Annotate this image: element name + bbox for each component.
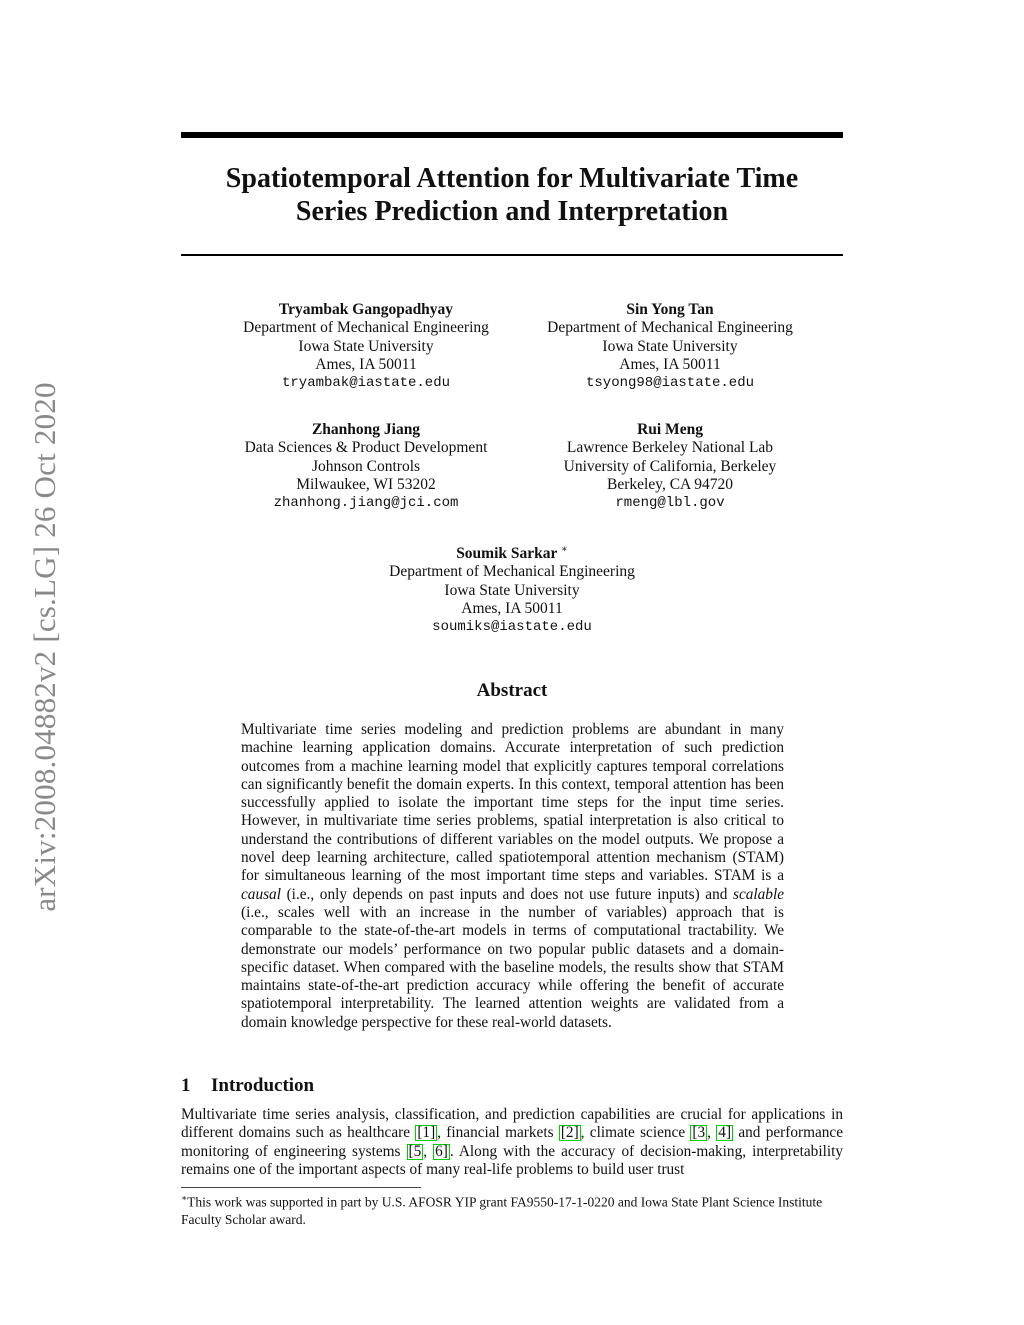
author-affiliation: Lawrence Berkeley National Lab xyxy=(566,439,774,457)
title-top-rule xyxy=(181,132,843,138)
section-heading xyxy=(181,1075,314,1097)
author-email[interactable]: tsyong98@iastate.edu xyxy=(585,375,755,392)
footnote-marker: ∗ xyxy=(181,1193,188,1203)
intro-text-part: , financial markets xyxy=(437,1124,559,1142)
abstract-heading: Abstract xyxy=(476,680,548,701)
abstract-text-part: (i.e., scales well with an increase in the number of variables) approach that is comparable to the state-of-the-art models in terms of computational tractability. We demonstrate our models’ performance on two popular public datasets and a domain-specific dataset. When compared with the baseline models, the results show that STAM maintains state-of-the-art prediction accuracy while offering the benefit of accurate spatiotemporal interpretability. The learned attention weights are validated from a domain knowledge perspective for these real-world datasets. xyxy=(241,903,784,1031)
author-name: Sin Yong Tan xyxy=(626,301,714,318)
author-name-row xyxy=(352,541,672,563)
author-affiliation: Data Sciences & Product Development xyxy=(244,439,488,457)
author-block xyxy=(206,421,526,512)
title-bottom-rule xyxy=(181,254,843,256)
intro-text-part: . Along with the accuracy of decision-making, interpretability remains one of the important aspects of many real-life problems to build user trust xyxy=(181,1142,843,1178)
author-address: Ames, IA 50011 xyxy=(619,355,721,373)
author-email[interactable]: rmeng@lbl.gov xyxy=(615,495,725,512)
abstract-text xyxy=(241,721,784,1032)
citation-link[interactable]: [2] xyxy=(560,1124,579,1142)
intro-text-part: and performance monitoring of engineering systems xyxy=(181,1124,844,1160)
footnote-rule xyxy=(181,1187,421,1188)
intro-text-part: , xyxy=(423,1142,434,1160)
author-affiliation: Johnson Controls xyxy=(311,457,421,475)
citation-link[interactable]: 4] xyxy=(718,1124,732,1142)
author-name: Zhanhong Jiang xyxy=(311,421,421,438)
author-email[interactable]: zhanhong.jiang@jci.com xyxy=(273,495,459,512)
author-block xyxy=(206,301,526,392)
author-affiliation: Department of Mechanical Engineering xyxy=(243,319,489,337)
author-affiliation: Iowa State University xyxy=(444,581,580,599)
intro-text-part: , xyxy=(707,1124,717,1142)
author-email[interactable]: tryambak@iastate.edu xyxy=(281,375,451,392)
author-email[interactable]: soumiks@iastate.edu xyxy=(432,619,592,636)
footnote xyxy=(181,1190,843,1228)
citation-link[interactable]: 6] xyxy=(435,1142,448,1160)
paper-title xyxy=(181,162,843,228)
footnote-text: This work was supported in part by U.S. AFOSR YIP grant FA9550-17-1-0220 and Iowa State Plant Science Institute Faculty Scholar award. xyxy=(181,1194,823,1227)
citation-link[interactable]: [1] xyxy=(417,1124,436,1142)
title-line-2: Series Prediction and Interpretation xyxy=(295,196,729,227)
author-name: Soumik Sarkar xyxy=(456,545,558,563)
citation-link[interactable]: [5 xyxy=(408,1142,422,1160)
abstract-text-part: Multivariate time series modeling and prediction problems are abundant in many machine learning application domains. Accurate interpretation of such prediction outcomes from a machine learning model that explicitly captures temporal correlations can significantly benefit the domain experts. In this context, temporal attention has been successfully applied to isolate the important time steps for the input time series. However, in multivariate time series problems, spatial interpretation is also critical to understand the contributions of different variables on the model outputs. We propose a novel deep learning architecture, called spatiotemporal attention mechanism (STAM) for simultaneous learning of the most important time steps and variables. STAM is a xyxy=(241,721,784,885)
author-address: Berkeley, CA 94720 xyxy=(607,475,733,493)
author-name: Rui Meng xyxy=(637,421,703,438)
author-affiliation: Iowa State University xyxy=(298,337,434,355)
author-block xyxy=(510,301,830,392)
author-block xyxy=(352,541,672,637)
abstract-emphasis: scalable xyxy=(733,885,784,903)
section-title: Introduction xyxy=(211,1075,315,1096)
author-block xyxy=(510,421,830,512)
arxiv-sidebar xyxy=(8,352,82,942)
author-affiliation: Department of Mechanical Engineering xyxy=(389,563,635,581)
introduction-text xyxy=(181,1106,843,1179)
author-address: Milwaukee, WI 53202 xyxy=(296,475,436,493)
footnote-marker[interactable]: ∗ xyxy=(561,544,568,555)
author-affiliation: Department of Mechanical Engineering xyxy=(547,319,793,337)
abstract-text-part: (i.e., only depends on past inputs and does not use future inputs) and xyxy=(280,885,734,903)
author-address: Ames, IA 50011 xyxy=(461,600,563,618)
section-number: 1 xyxy=(181,1075,191,1096)
intro-text-part: , climate science xyxy=(580,1124,691,1142)
abstract-emphasis: causal xyxy=(241,885,281,903)
author-affiliation: Iowa State University xyxy=(602,337,738,355)
arxiv-id-label: arXiv:2008.04882v2 [cs.LG] 26 Oct 2020 xyxy=(27,382,62,912)
intro-text-part: Multivariate time series analysis, classification, and prediction capabilities are crucial for applications in different domains such as healthcare xyxy=(181,1106,843,1142)
author-name: Tryambak Gangopadhyay xyxy=(278,301,454,318)
title-line-1: Spatiotemporal Attention for Multivariate Time xyxy=(225,163,799,194)
author-address: Ames, IA 50011 xyxy=(315,355,417,373)
author-affiliation: University of California, Berkeley xyxy=(563,457,777,475)
citation-link[interactable]: [3 xyxy=(692,1124,706,1142)
